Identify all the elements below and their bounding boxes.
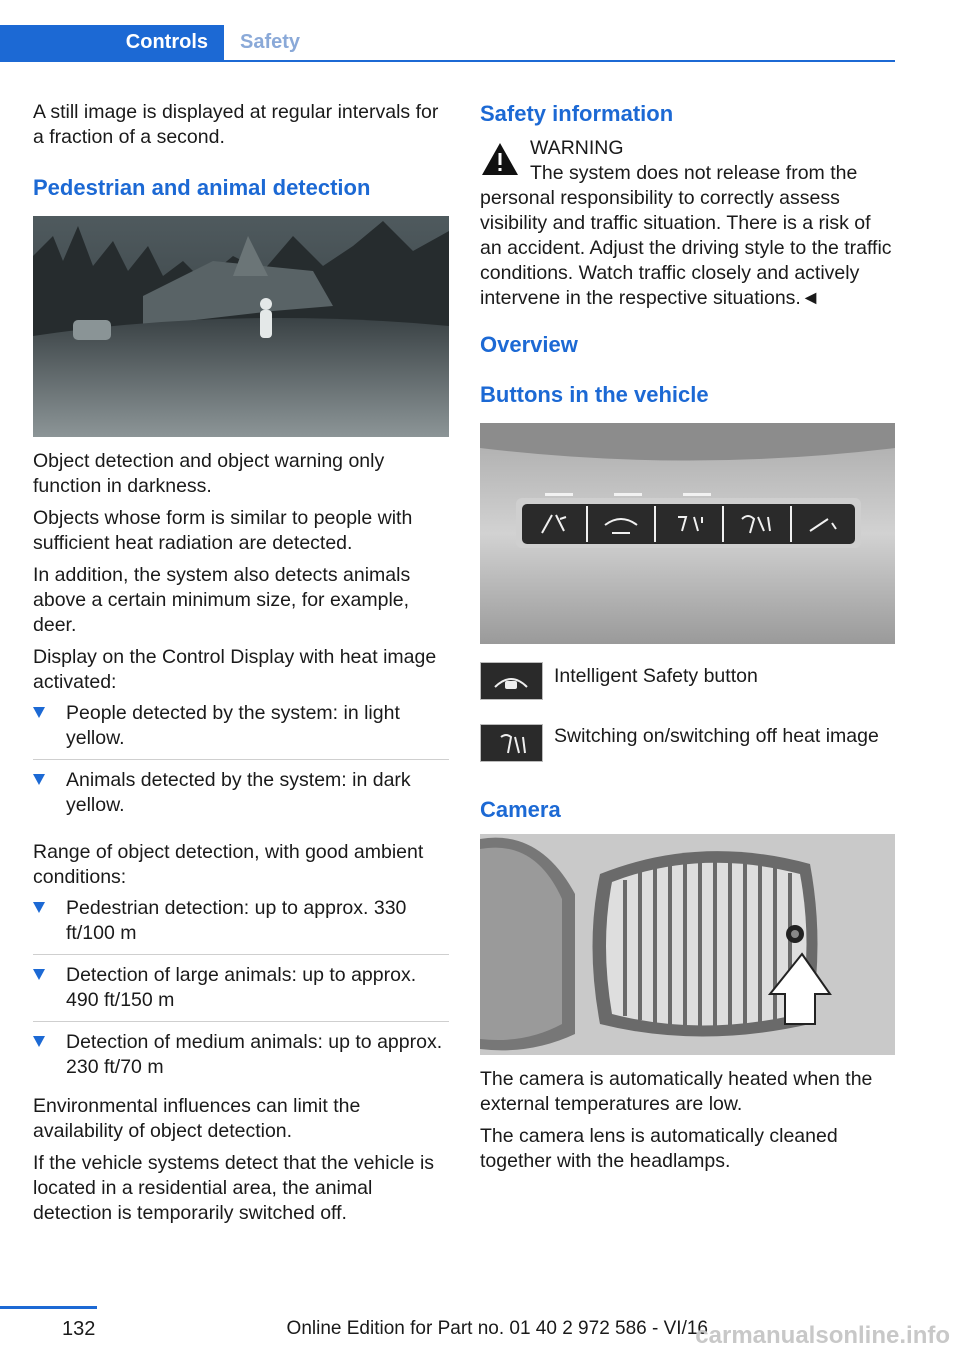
p-camera-cleaned: The camera lens is automatically cleaned together with the headlamps. [480,1125,838,1172]
p-darkness: Object detection and object warning only function in darkness. [33,450,385,497]
thermal-image-figure [33,216,449,437]
heat-image-button-icon [480,724,543,762]
header-tabbar [0,25,895,62]
p-animals: In addition, the system also detects animals above a certain minimum size, for example, deer. [33,564,411,636]
intelligent-safety-button-icon [480,662,543,700]
buttons-figure [480,423,895,644]
left-column [33,100,449,1233]
p-residential: If the vehicle systems detect that the vehicle is located in a residential area, the animal detection is temporarily switched off. [33,1152,435,1224]
warning-triangle-icon [480,140,520,180]
end-mark: ◄ [800,287,821,309]
button2-label: Switching on/switching off heat image [554,725,879,747]
tab-controls[interactable]: Controls [0,25,224,60]
tab-safety[interactable]: Safety [240,31,301,53]
p-heat-radiation: Objects whose form is similar to people with sufficient heat radiation are detected. [33,507,413,554]
warning-text: The system does not release from the personal responsibility to correctly assess visibility and traffic situation. There is a risk of an accident. Adjust the driving style to the traffic conditions. Watch traffic closely and actively intervene in the respective situations.◄ [480,162,892,309]
warning-block [480,136,896,311]
heading-buttons: Buttons in the vehicle [480,382,709,407]
triangle-bullet-icon [33,1036,45,1047]
p-environment: Environmental influences can limit the availability of object detection. [33,1095,361,1142]
warning-label: WARNING [530,137,624,159]
list-item: Detection of large animals: up to approx. 490 ft/150 m [33,963,449,1022]
button1-label: Intelligent Safety button [554,665,758,687]
footer-rule [0,1306,97,1309]
triangle-bullet-icon [33,969,45,980]
list-colors [33,701,449,826]
button-legend-row [480,722,896,792]
list-item: Pedestrian detection: up to approx. 330 ft/100 m [33,896,449,955]
online-edition: Online Edition for Part no. 01 40 2 972 586 - VI/16 [286,1318,708,1339]
watermark: carmanualsonline.info [695,1322,950,1349]
page-number: 132 [62,1318,96,1340]
button-legend-row [480,660,896,716]
heading-camera: Camera [480,797,561,822]
p-range: Range of object detection, with good ambient conditions: [33,841,424,888]
intro-paragraph: A still image is displayed at regular intervals for a fraction of a second. [33,101,439,148]
heading-overview: Overview [480,332,578,357]
camera-figure [480,834,895,1055]
list-item: Detection of medium animals: up to approx. 230 ft/70 m [33,1030,449,1088]
list-ranges [33,896,449,1088]
triangle-bullet-icon [33,707,45,718]
triangle-bullet-icon [33,902,45,913]
p-display: Display on the Control Display with heat image activated: [33,646,437,693]
thermal-image-illustration [33,216,449,437]
list-item: People detected by the system: in light yellow. [33,701,449,760]
right-column [480,100,896,1181]
heading-safety-information: Safety information [480,101,674,126]
p-camera-heated: The camera is automatically heated when the external temperatures are low. [480,1068,873,1115]
triangle-bullet-icon [33,774,45,785]
list-item: Animals detected by the system: in dark yellow. [33,768,449,826]
heading-detection: Pedestrian and animal detection [33,175,371,200]
